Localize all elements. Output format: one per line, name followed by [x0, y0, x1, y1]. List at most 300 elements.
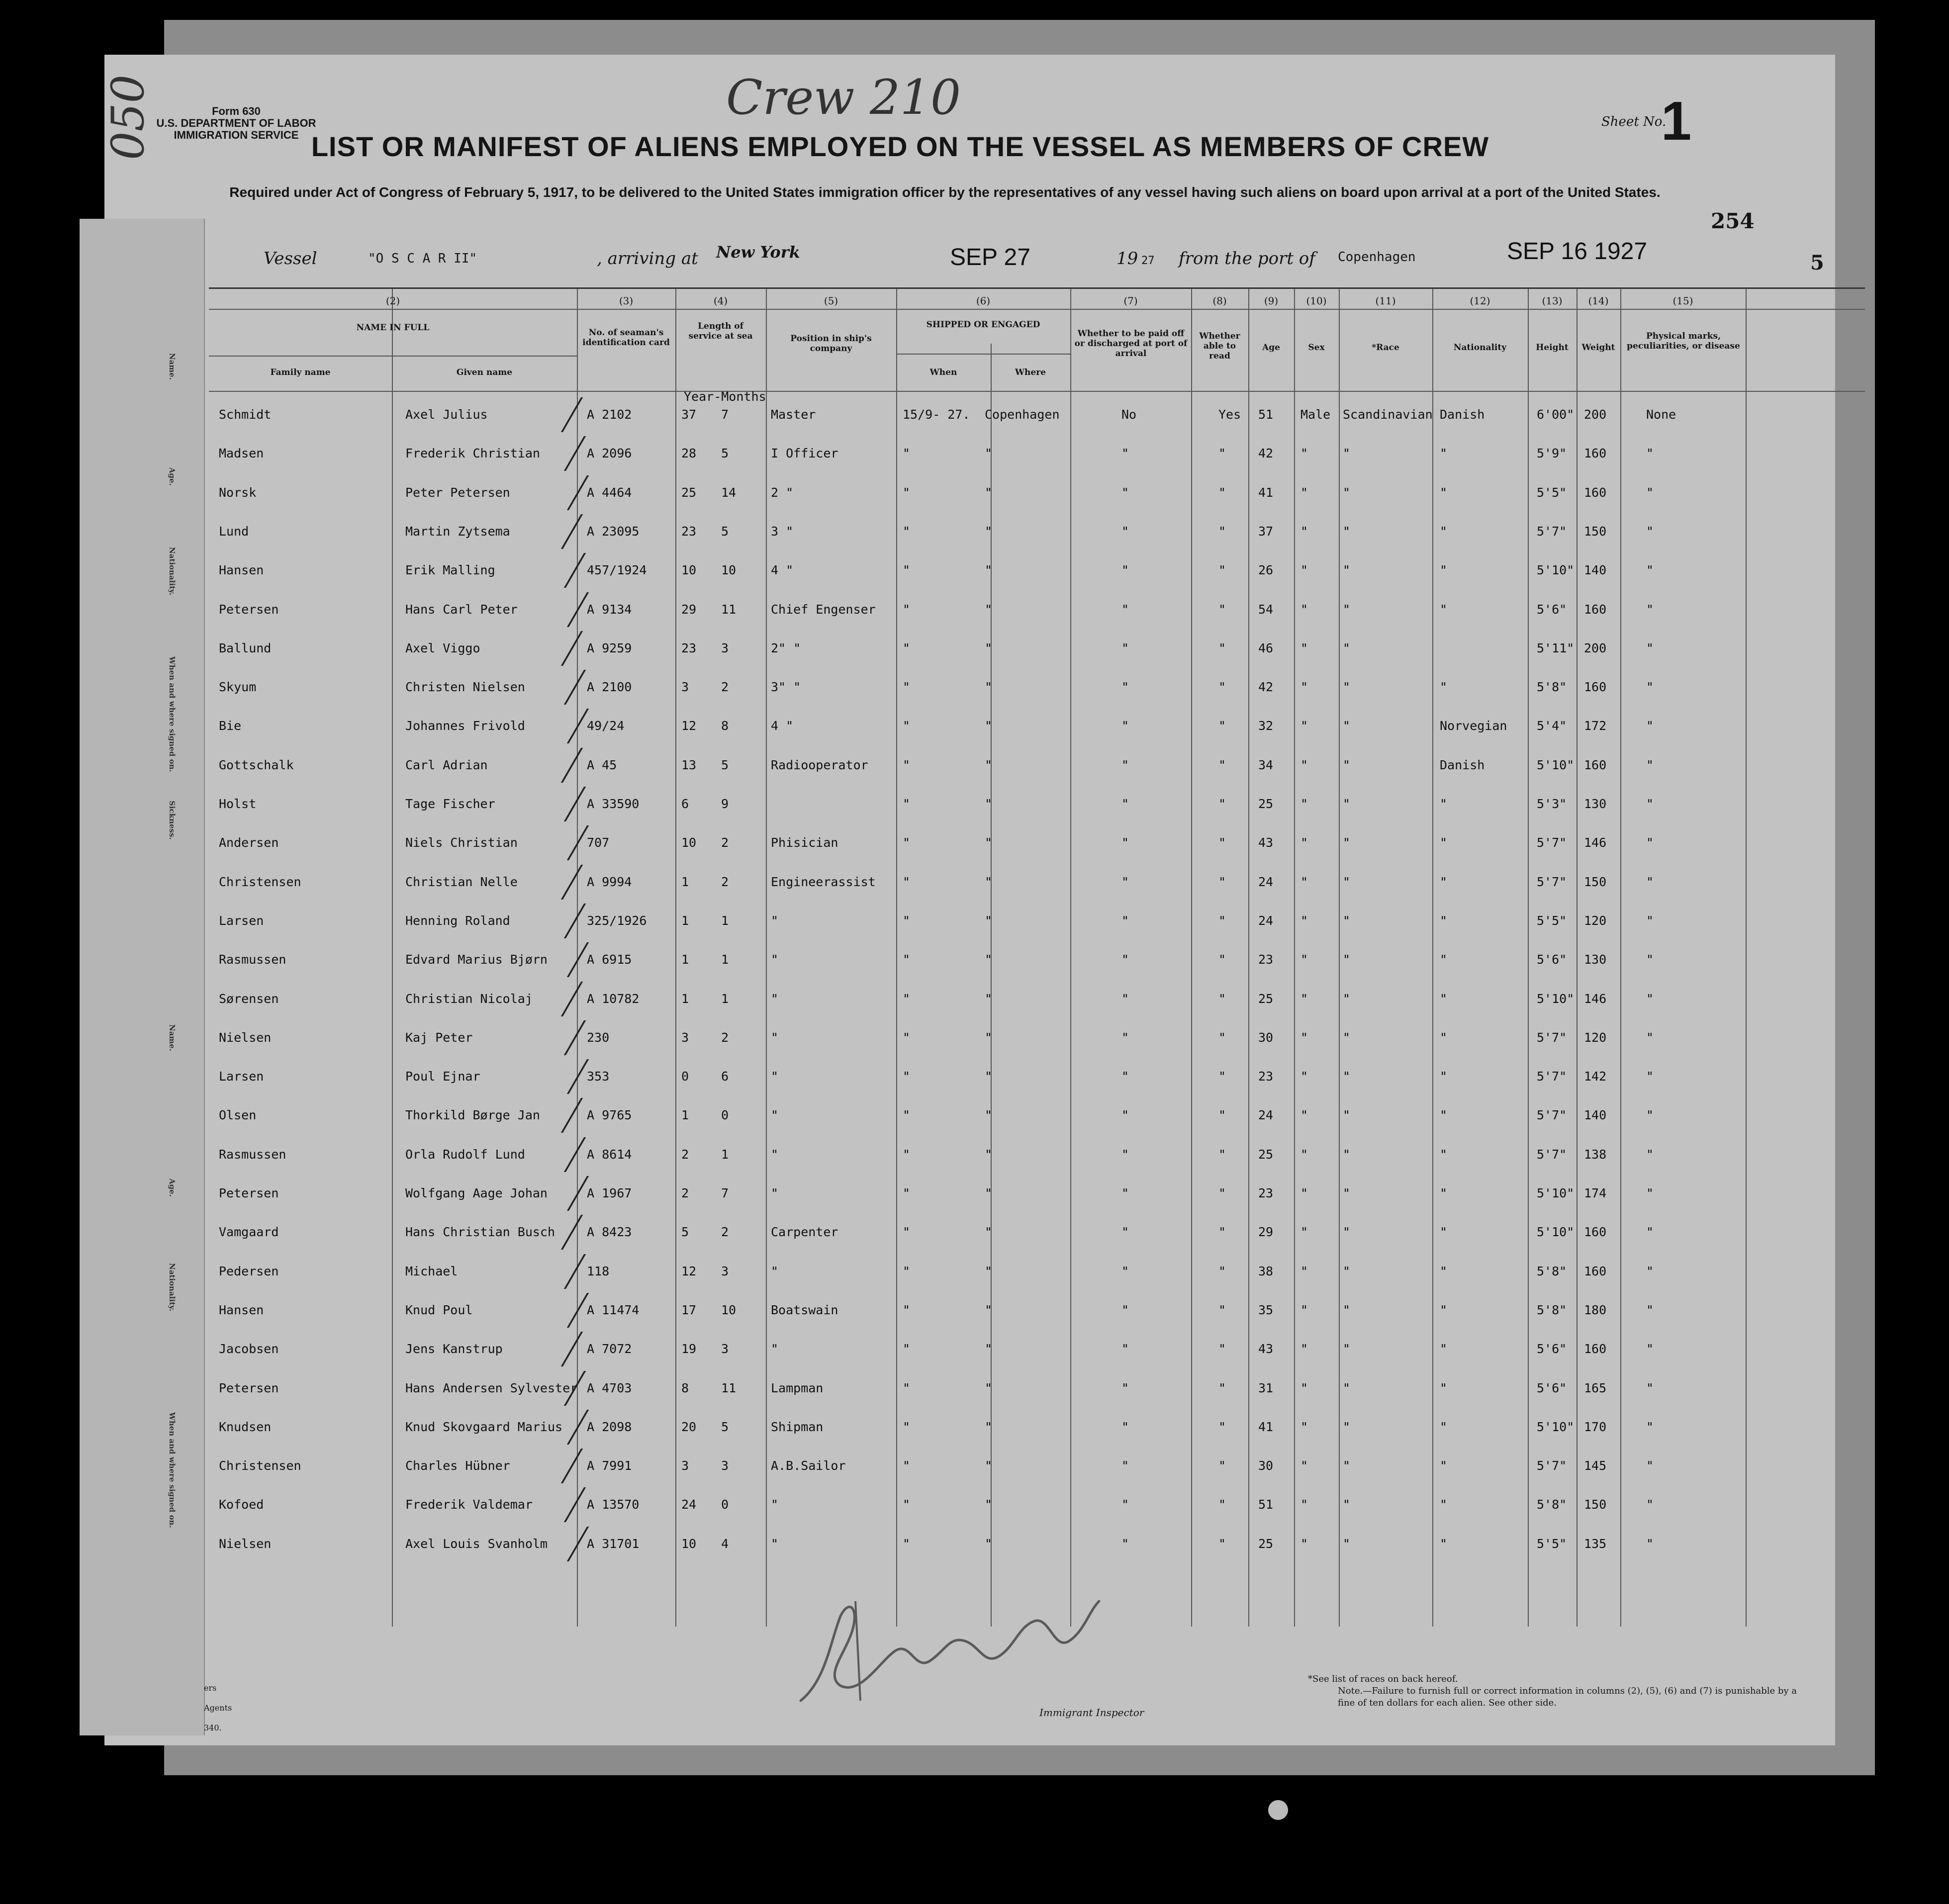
paid-off-cell: " [1121, 1108, 1129, 1123]
height-cell: 5'10" [1537, 1225, 1575, 1240]
able-to-read-cell: " [1218, 1264, 1226, 1278]
seaman-card-cell: A 4464 [587, 485, 632, 500]
paid-off-cell: " [1121, 602, 1129, 617]
race-cell: " [1343, 680, 1351, 695]
checkmark-icon [560, 553, 586, 588]
seaman-card-cell: A 31701 [587, 1536, 640, 1551]
height-cell: 5'3" [1537, 797, 1567, 811]
service-name: IMMIGRATION SERVICE [174, 129, 299, 141]
physical-marks-cell: " [1646, 1147, 1654, 1162]
strip-label: Name. [168, 1024, 177, 1052]
weight-cell: 120 [1584, 1030, 1607, 1045]
nationality-cell: " [1440, 1147, 1448, 1162]
sex-cell: " [1300, 1380, 1308, 1395]
family-name-cell: Hansen [219, 1302, 264, 1317]
family-name-cell: Jacobsen [219, 1342, 279, 1357]
years-service-cell: 24 [681, 1497, 697, 1512]
physical-marks-cell: " [1646, 952, 1654, 967]
years-service-cell: 23 [681, 524, 697, 539]
months-service-cell: 0 [721, 1497, 729, 1512]
given-name-header: Given name [456, 367, 513, 377]
weight-cell: 135 [1584, 1536, 1607, 1551]
able-to-read-cell: " [1218, 640, 1226, 655]
sex-cell: " [1300, 874, 1308, 889]
height-cell: 5'7" [1537, 835, 1567, 850]
departure-port: Copenhagen [1338, 250, 1416, 265]
physical-marks-cell: " [1646, 640, 1654, 655]
race-cell: " [1343, 1536, 1351, 1551]
family-name-cell: Christensen [219, 874, 301, 889]
checkmark-icon [563, 475, 589, 510]
family-name-cell: Rasmussen [219, 952, 286, 967]
seaman-card-cell: A 9134 [587, 602, 632, 617]
vessel-label: Vessel [264, 249, 317, 269]
nationality-cell: " [1440, 1225, 1448, 1240]
age-cell: 25 [1258, 1147, 1274, 1162]
able-to-read-cell: " [1218, 991, 1226, 1006]
seaman-card-cell: A 2096 [587, 446, 632, 461]
able-to-read-cell: Yes [1218, 407, 1241, 422]
table-row [209, 952, 1865, 982]
physical-marks-cell: " [1646, 1030, 1654, 1045]
strip-fragment: ers [204, 1683, 217, 1693]
paid-off-cell: " [1121, 1225, 1129, 1240]
shipped-where-cell: " [985, 563, 993, 578]
age-cell: 46 [1258, 640, 1274, 655]
table-row [209, 485, 1865, 515]
col-number-12: (12) [1470, 295, 1490, 307]
position-cell: Phisician [771, 835, 838, 850]
age-cell: 24 [1258, 1108, 1274, 1123]
page-number: 254 [1711, 209, 1755, 233]
given-name-cell: Knud Skovgaard Marius [405, 1419, 563, 1434]
sex-cell: " [1300, 991, 1308, 1006]
shipped-when-cell: " [903, 991, 911, 1006]
weight-cell: 150 [1584, 1497, 1607, 1512]
race-cell: " [1343, 446, 1351, 461]
table-row [209, 1497, 1865, 1527]
sex-cell: " [1300, 1264, 1308, 1278]
strip-label: When and where signed on. [168, 1412, 177, 1528]
seaman-card-cell: A 8423 [587, 1225, 632, 1240]
sex-cell: " [1300, 640, 1308, 655]
shipped-when-cell: " [903, 602, 911, 617]
position-cell: 3" " [771, 680, 801, 695]
months-service-cell: 5 [721, 446, 729, 461]
position-cell: Shipman [771, 1419, 824, 1434]
years-service-cell: 10 [681, 1536, 697, 1551]
years-service-cell: 29 [681, 602, 697, 617]
nationality-cell: " [1440, 874, 1448, 889]
table-row [209, 1147, 1865, 1177]
shipped-when-cell: " [903, 913, 911, 928]
weight-cell: 160 [1584, 1264, 1607, 1278]
months-service-cell: 10 [721, 1302, 737, 1317]
height-cell: 5'7" [1537, 1030, 1567, 1045]
position-cell: " [771, 1030, 779, 1045]
physical-marks-cell: " [1646, 719, 1654, 733]
years-service-cell: 3 [681, 1458, 689, 1473]
position-cell: 3 " [771, 524, 794, 539]
shipped-where-cell: " [985, 719, 993, 733]
paid-off-cell: " [1121, 1419, 1129, 1434]
years-service-cell: 13 [681, 757, 697, 772]
physical-marks-cell: " [1646, 797, 1654, 811]
weight-header: Weight [1581, 343, 1615, 353]
table-row [209, 407, 1865, 437]
age-cell: 37 [1258, 524, 1274, 539]
table-row [209, 835, 1865, 865]
paid-off-cell: " [1121, 835, 1129, 850]
years-service-cell: 10 [681, 563, 697, 578]
shipped-where-cell: " [985, 1380, 993, 1395]
col-number-9: (9) [1264, 295, 1279, 307]
seaman-card-cell: A 9994 [587, 874, 632, 889]
race-cell: " [1343, 835, 1351, 850]
paid-off-cell: " [1121, 1302, 1129, 1317]
name-in-full-header: NAME IN FULL [356, 323, 430, 333]
paid-off-cell: " [1121, 1030, 1129, 1045]
weight-cell: 150 [1584, 524, 1607, 539]
months-service-cell: 5 [721, 524, 729, 539]
checkmark-icon [557, 748, 583, 783]
position-cell: " [771, 913, 779, 928]
shipped-when-cell: " [903, 1030, 911, 1045]
checkmark-icon [557, 1215, 583, 1250]
weight-cell: 160 [1584, 446, 1607, 461]
years-service-cell: 12 [681, 1264, 697, 1278]
height-cell: 5'4" [1537, 719, 1567, 733]
paid-off-cell: " [1121, 640, 1129, 655]
family-name-cell: Bie [219, 719, 242, 733]
position-cell: " [771, 1536, 779, 1551]
position-cell: Master [771, 407, 816, 422]
years-service-cell: 8 [681, 1380, 689, 1395]
position-cell: I Officer [771, 446, 838, 461]
given-name-cell: Edvard Marius Bjørn [405, 952, 548, 967]
race-cell: " [1343, 1225, 1351, 1240]
able-to-read-cell: " [1218, 913, 1226, 928]
sex-cell: " [1300, 1225, 1308, 1240]
age-cell: 26 [1258, 563, 1274, 578]
crew-manifest-table [209, 287, 1865, 1627]
seaman-card-cell: A 10782 [587, 991, 640, 1006]
paid-off-cell: " [1121, 1458, 1129, 1473]
nationality-cell: Danish [1440, 757, 1485, 772]
able-to-read-cell: " [1218, 1302, 1226, 1317]
table-row [209, 1030, 1865, 1060]
physical-marks-cell: " [1646, 1225, 1654, 1240]
physical-marks-cell: " [1646, 485, 1654, 500]
shipped-when-cell: " [903, 1264, 911, 1278]
shipped-when-cell: " [903, 1536, 911, 1551]
table-row [209, 1381, 1865, 1411]
race-cell: " [1343, 1342, 1351, 1357]
document-title: LIST OR MANIFEST OF ALIENS EMPLOYED ON THE VESSEL AS MEMBERS OF CREW [311, 131, 1489, 162]
checkmark-icon [560, 1137, 586, 1172]
name-rule [209, 356, 577, 357]
table-row [209, 1420, 1865, 1450]
checkmark-icon [557, 631, 583, 666]
months-service-cell: 2 [721, 874, 729, 889]
age-cell: 42 [1258, 446, 1274, 461]
family-name-cell: Larsen [219, 913, 264, 928]
height-cell: 5'7" [1537, 1458, 1567, 1473]
years-service-cell: 1 [681, 874, 689, 889]
nationality-cell: " [1440, 1108, 1448, 1123]
months-service-cell: 7 [721, 407, 729, 422]
physical-marks-cell: " [1646, 991, 1654, 1006]
table-row [209, 1537, 1865, 1566]
physical-marks-cell: " [1646, 1108, 1654, 1123]
shipped-where-cell: " [985, 1030, 993, 1045]
given-name-cell: Kaj Peter [405, 1030, 473, 1045]
given-name-cell: Henning Roland [405, 913, 510, 928]
race-cell: " [1343, 1380, 1351, 1395]
table-row [209, 680, 1865, 710]
arrival-port: New York [716, 243, 800, 262]
years-service-cell: 19 [681, 1342, 697, 1357]
paid-off-cell: " [1121, 1497, 1129, 1512]
able-to-read-cell: " [1218, 563, 1226, 578]
height-cell: 5'8" [1537, 1264, 1567, 1278]
shipped-when-cell: " [903, 1380, 911, 1395]
physical-marks-cell: " [1646, 446, 1654, 461]
shipped-when-cell: " [903, 1497, 911, 1512]
weight-cell: 160 [1584, 1225, 1607, 1240]
months-service-cell: 2 [721, 680, 729, 695]
position-cell: 2" " [771, 640, 801, 655]
strip-label: Nationality. [168, 547, 177, 596]
table-row [209, 1342, 1865, 1371]
nationality-cell: " [1440, 991, 1448, 1006]
shipped-when-cell: " [903, 1225, 911, 1240]
position-cell: " [771, 1264, 779, 1278]
years-service-cell: 28 [681, 446, 697, 461]
years-service-cell: 2 [681, 1186, 689, 1200]
strip-fragment: Agents [204, 1703, 232, 1713]
col-number-3: (3) [619, 295, 634, 307]
weight-cell: 160 [1584, 680, 1607, 695]
shipped-when-cell: " [903, 1186, 911, 1200]
family-name-cell: Holst [219, 797, 257, 811]
position-cell: Chief Engenser [771, 602, 876, 617]
family-name-cell: Ballund [219, 640, 272, 655]
shipped-when-cell: " [903, 1458, 911, 1473]
weight-cell: 160 [1584, 1342, 1607, 1357]
seaman-card-cell: 353 [587, 1069, 610, 1084]
checkmark-icon [563, 1293, 589, 1328]
able-to-read-cell: " [1218, 874, 1226, 889]
weight-cell: 180 [1584, 1302, 1607, 1317]
table-row [209, 913, 1865, 943]
shipped-where-cell: " [985, 1419, 993, 1434]
immigrant-inspector-label: Immigrant Inspector [1039, 1707, 1144, 1719]
physical-marks-cell: " [1646, 524, 1654, 539]
table-row [209, 758, 1865, 788]
paid-off-cell: " [1121, 1264, 1129, 1278]
able-to-read-cell: " [1218, 602, 1226, 617]
header-bottom-rule [209, 391, 1865, 392]
seaman-card-cell: A 2098 [587, 1419, 632, 1434]
age-cell: 25 [1258, 991, 1274, 1006]
family-name-cell: Christensen [219, 1458, 301, 1473]
nationality-cell: " [1440, 797, 1448, 811]
position-cell: " [771, 1497, 779, 1512]
table-row [209, 719, 1865, 748]
race-header: *Race [1372, 343, 1399, 353]
race-cell: " [1343, 1458, 1351, 1473]
race-cell: " [1343, 991, 1351, 1006]
months-service-cell: 1 [721, 913, 729, 928]
position-cell: " [771, 952, 779, 967]
table-row [209, 524, 1865, 554]
physical-marks-cell: " [1646, 1186, 1654, 1200]
position-cell: " [771, 991, 779, 1006]
shipped-when-cell: " [903, 1302, 911, 1317]
family-name-cell: Nielsen [219, 1030, 272, 1045]
physical-marks-cell: " [1646, 1497, 1654, 1512]
given-name-cell: Frederik Christian [405, 446, 540, 461]
physical-marks-cell: " [1646, 913, 1654, 928]
weight-cell: 146 [1584, 835, 1607, 850]
nationality-cell: Danish [1440, 407, 1485, 422]
age-cell: 30 [1258, 1030, 1274, 1045]
paid-off-cell: " [1121, 680, 1129, 695]
given-name-cell: Hans Carl Peter [405, 602, 518, 617]
position-header: Position in ship's company [790, 334, 872, 354]
strip-label: Age. [168, 1179, 177, 1197]
shipped-where-cell: " [985, 680, 993, 695]
checkmark-icon [557, 1332, 583, 1366]
years-service-cell: 10 [681, 835, 697, 850]
handwritten-crew-reference: Crew 210 [726, 70, 961, 125]
able-to-read-cell: " [1218, 1108, 1226, 1123]
sex-cell: " [1300, 446, 1308, 461]
table-row [209, 563, 1865, 593]
weight-cell: 160 [1584, 602, 1607, 617]
given-name-cell: Poul Ejnar [405, 1069, 480, 1084]
table-row [209, 1186, 1865, 1216]
years-service-cell: 1 [681, 952, 689, 967]
nationality-cell: " [1440, 1497, 1448, 1512]
months-service-cell: 9 [721, 797, 729, 811]
age-cell: 38 [1258, 1264, 1274, 1278]
position-cell: " [771, 1186, 779, 1200]
given-name-cell: Martin Zytsema [405, 524, 510, 539]
nationality-cell: " [1440, 1030, 1448, 1045]
position-cell: " [771, 1342, 779, 1357]
years-service-cell: 37 [681, 407, 697, 422]
checkmark-icon [563, 1410, 589, 1445]
seaman-card-cell: A 23095 [587, 524, 640, 539]
height-cell: 5'5" [1537, 1536, 1567, 1551]
nationality-cell: " [1440, 446, 1448, 461]
weight-cell: 200 [1584, 640, 1607, 655]
height-cell: 5'7" [1537, 524, 1567, 539]
weight-cell: 160 [1584, 485, 1607, 500]
position-cell: 4 " [771, 719, 794, 733]
seaman-card-cell: A 11474 [587, 1302, 640, 1317]
col-number-7: (7) [1123, 295, 1138, 307]
shipped-when-cell: " [903, 719, 911, 733]
shipped-when-cell: " [903, 446, 911, 461]
seaman-card-header: No. of seaman's identification card [582, 328, 670, 348]
shipped-where-cell: " [985, 1264, 993, 1278]
shipped-where-cell: " [985, 991, 993, 1006]
sex-cell: " [1300, 1497, 1308, 1512]
months-service-cell: 6 [721, 1069, 729, 1084]
family-name-cell: Kofoed [219, 1497, 264, 1512]
able-to-read-cell: " [1218, 835, 1226, 850]
sex-cell: " [1300, 1536, 1308, 1551]
position-cell: " [771, 1147, 779, 1162]
physical-marks-cell: " [1646, 563, 1654, 578]
given-name-cell: Erik Malling [405, 563, 495, 578]
height-cell: 5'10" [1537, 991, 1575, 1006]
table-row [209, 1303, 1865, 1333]
nationality-cell: " [1440, 524, 1448, 539]
height-cell: 5'8" [1537, 1302, 1567, 1317]
position-cell: Radiooperator [771, 757, 868, 772]
height-cell: 5'10" [1537, 757, 1575, 772]
shipped-engaged-header: SHIPPED OR ENGAGED [926, 320, 1040, 330]
age-cell: 29 [1258, 1225, 1274, 1240]
nationality-cell: " [1440, 563, 1448, 578]
able-to-read-cell: " [1218, 1147, 1226, 1162]
given-name-cell: Axel Julius [405, 407, 488, 422]
weight-cell: 146 [1584, 991, 1607, 1006]
years-service-cell: 12 [681, 719, 697, 733]
shipped-when-cell: 15/9- 27. [903, 407, 970, 422]
checkmark-icon [563, 1176, 589, 1211]
seaman-card-cell: A 9765 [587, 1108, 632, 1123]
col-number-2: (2) [385, 295, 400, 307]
race-footnote: *See list of races on back hereof. [1308, 1674, 1458, 1684]
height-cell: 5'7" [1537, 1069, 1567, 1084]
race-cell: " [1343, 719, 1351, 733]
height-cell: 5'7" [1537, 1147, 1567, 1162]
weight-cell: 174 [1584, 1186, 1607, 1200]
nationality-cell: " [1440, 1302, 1448, 1317]
given-name-cell: Peter Petersen [405, 485, 510, 500]
race-cell: " [1343, 602, 1351, 617]
sex-cell: " [1300, 602, 1308, 617]
shipped-when-cell: " [903, 680, 911, 695]
sex-cell: " [1300, 952, 1308, 967]
shipped-where-cell: " [985, 835, 993, 850]
checkmark-icon [557, 1098, 583, 1133]
physical-marks-cell: " [1646, 1380, 1654, 1395]
physical-marks-cell: " [1646, 602, 1654, 617]
months-service-cell: 3 [721, 1342, 729, 1357]
family-name-cell: Petersen [219, 1380, 279, 1395]
physical-marks-cell: " [1646, 757, 1654, 772]
arrival-date-stamp: SEP 27 [950, 244, 1030, 271]
able-to-read-cell: " [1218, 1380, 1226, 1395]
paid-off-cell: No [1121, 407, 1137, 422]
months-service-cell: 1 [721, 952, 729, 967]
sex-cell: " [1300, 757, 1308, 772]
shipped-where-cell: " [985, 1458, 993, 1473]
seaman-card-cell: 325/1926 [587, 913, 647, 928]
age-cell: 32 [1258, 719, 1274, 733]
given-name-cell: Michael [405, 1264, 458, 1278]
race-cell: " [1343, 1264, 1351, 1278]
col-number-13: (13) [1542, 295, 1563, 307]
age-cell: 51 [1258, 407, 1274, 422]
given-name-cell: Axel Louis Svanholm [405, 1536, 548, 1551]
